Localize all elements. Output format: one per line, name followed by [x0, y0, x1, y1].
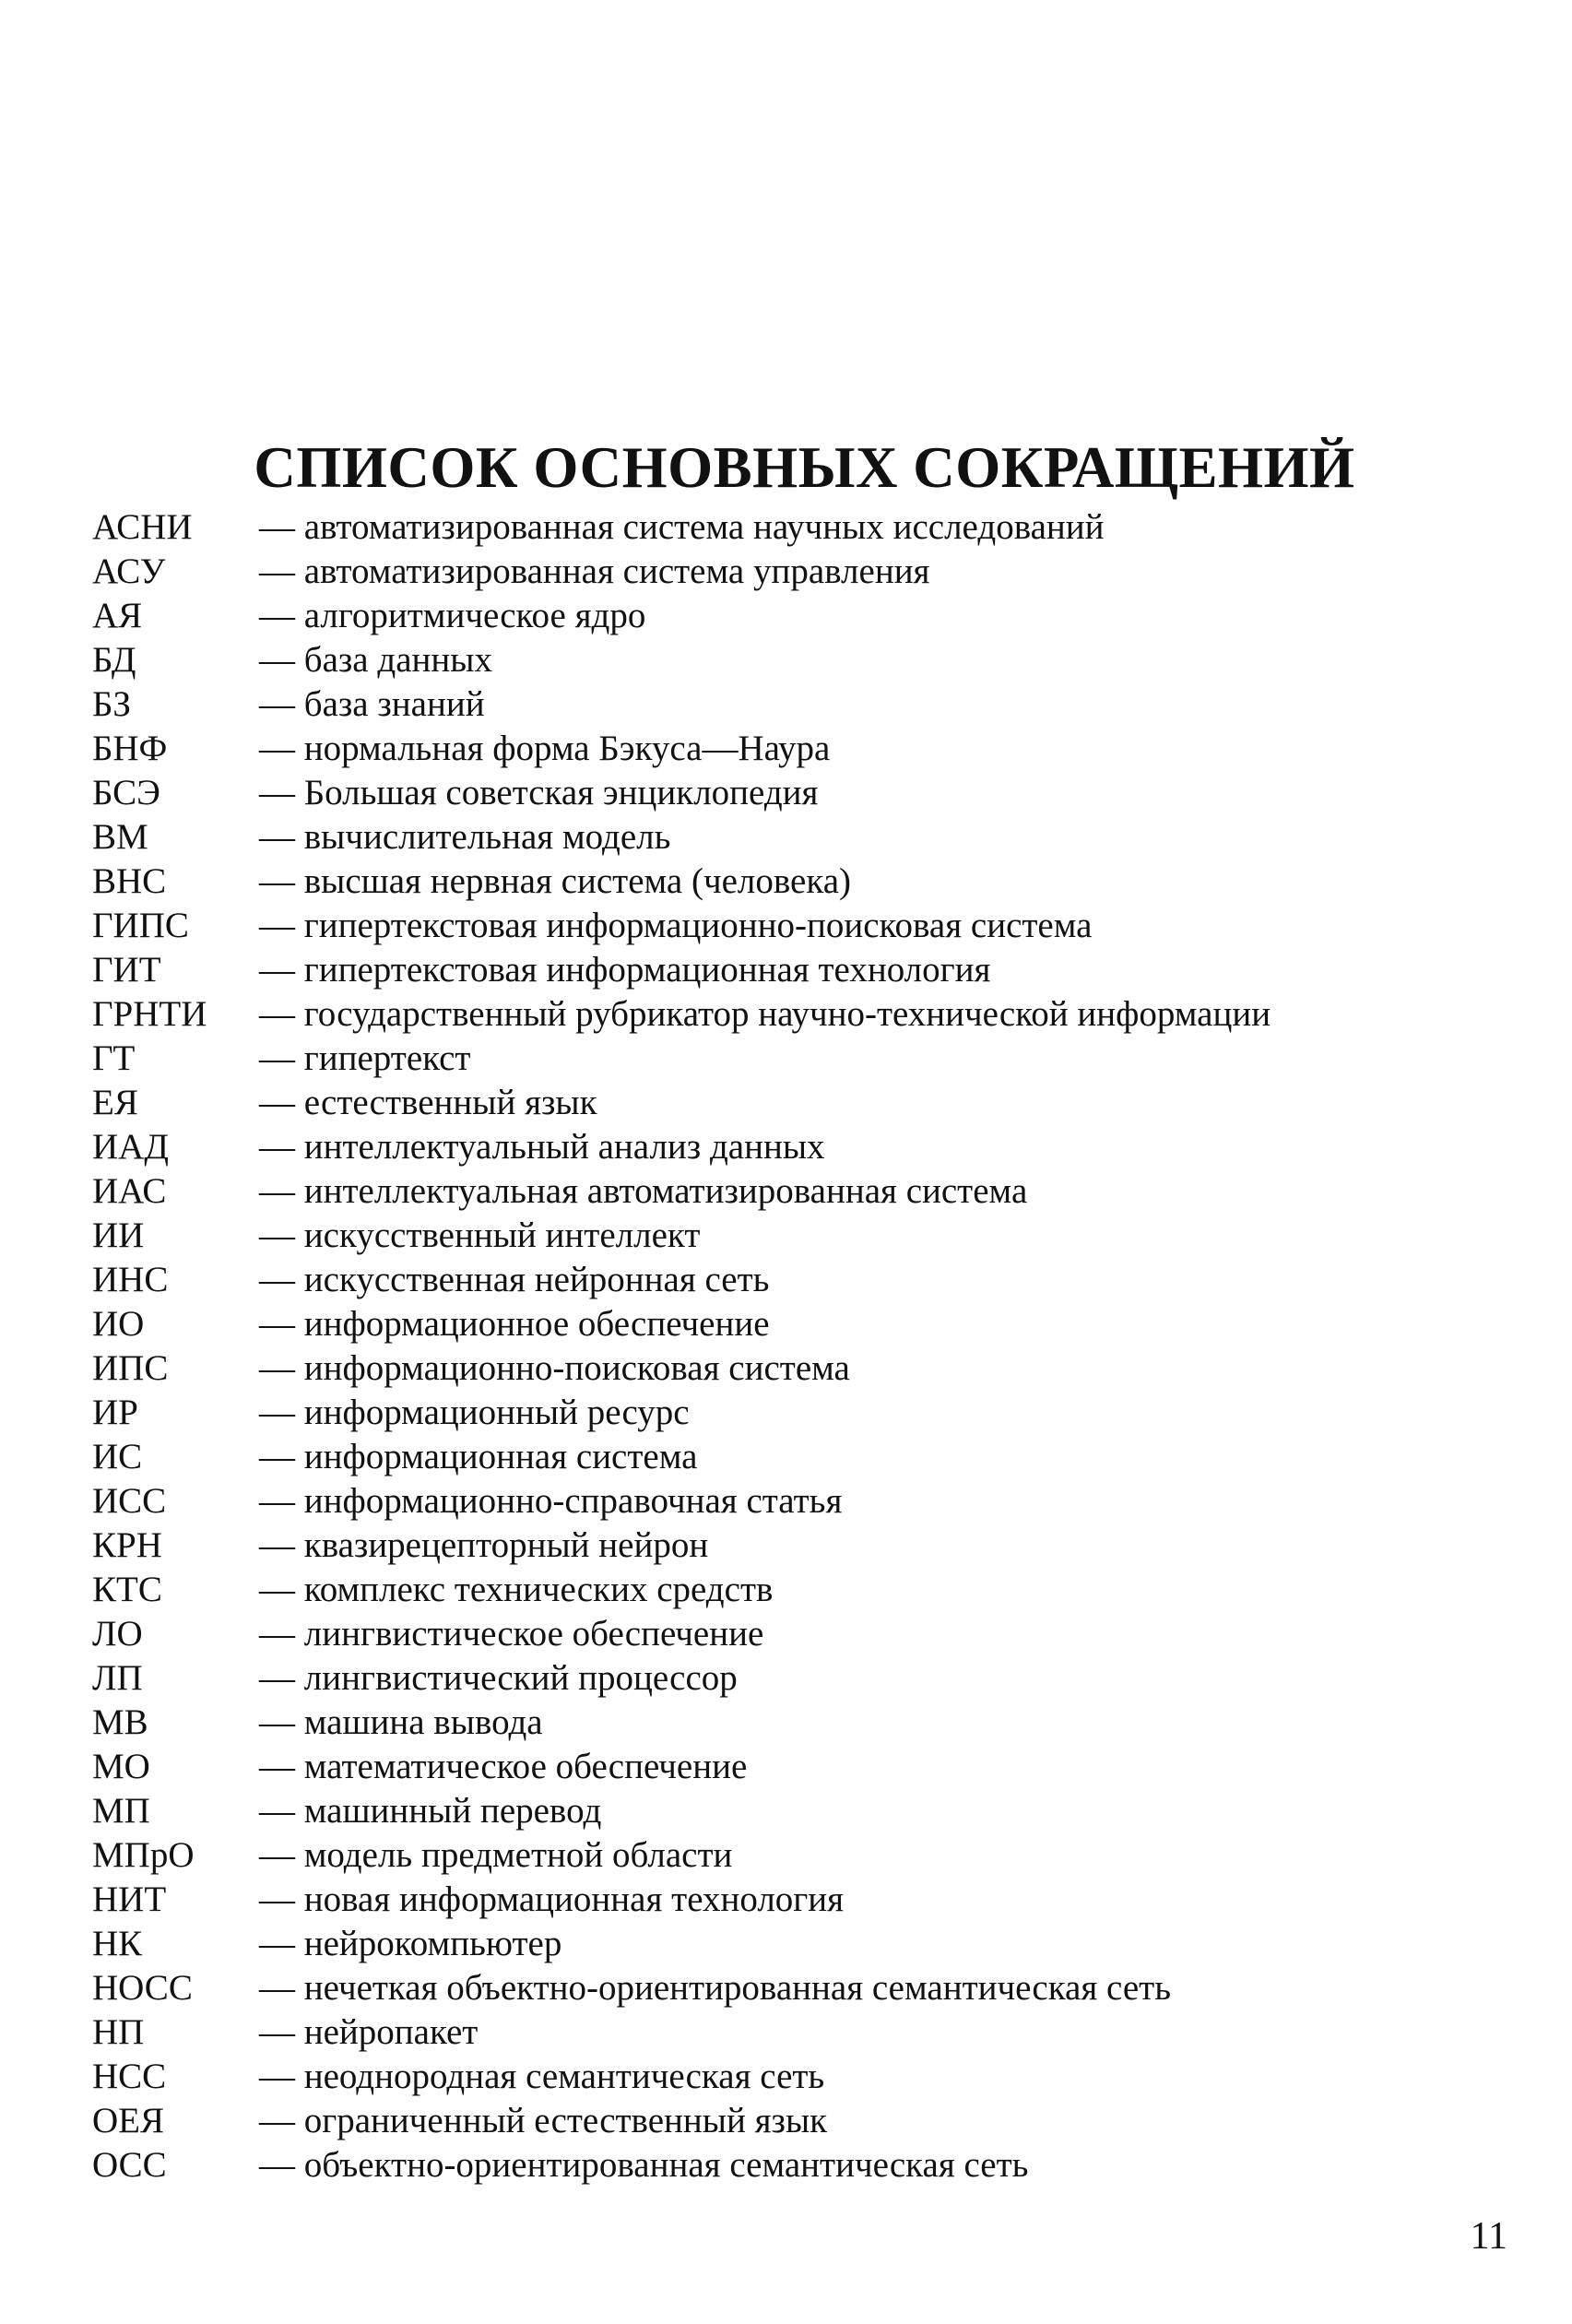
abbreviation-definition: — нечеткая объектно-ориентированная семантическая сеть	[259, 1968, 1171, 2008]
abbreviation-definition: — Большая советская энциклопедия	[259, 773, 819, 812]
abbreviation-definition: — комплекс технических средств	[259, 1570, 774, 1609]
abbreviation-definition: — вычислительная модель	[259, 817, 671, 857]
abbreviation-term: ИО	[92, 1304, 145, 1344]
abbreviation-row	[92, 1037, 1531, 1081]
abbreviation-definition: — естественный язык	[259, 1083, 597, 1122]
abbreviation-row	[92, 948, 1531, 992]
abbreviation-row	[92, 1081, 1531, 1125]
abbreviation-definition: — квазирецепторный нейрон	[259, 1525, 709, 1565]
abbreviation-row	[92, 682, 1531, 727]
abbreviation-row	[92, 1701, 1531, 1745]
abbreviation-row	[92, 505, 1531, 550]
abbreviation-definition: — нейрокомпьютер	[259, 1924, 562, 1963]
abbreviation-definition: — нормальная форма Бэкуса—Наура	[259, 729, 831, 768]
abbreviation-definition: — база данных	[259, 640, 492, 680]
abbreviation-row	[92, 2099, 1531, 2143]
abbreviation-row	[92, 1612, 1531, 1656]
abbreviation-row	[92, 550, 1531, 594]
abbreviation-row	[92, 1656, 1531, 1701]
abbreviation-term: АЯ	[92, 596, 143, 635]
abbreviation-term: ВНС	[92, 861, 167, 901]
abbreviation-row	[92, 771, 1531, 815]
abbreviation-definition: — гипертекстовая информационная технология	[259, 950, 991, 990]
abbreviation-definition: — машина вывода	[259, 1702, 543, 1742]
page-number: 11	[1470, 2215, 1507, 2258]
abbreviation-definition: — искусственная нейронная сеть	[259, 1260, 770, 1299]
abbreviation-term: АСУ	[92, 551, 166, 591]
abbreviation-list	[92, 505, 1531, 2188]
abbreviation-term: ЕЯ	[92, 1083, 138, 1122]
abbreviation-definition: — интеллектуальный анализ данных	[259, 1127, 825, 1167]
abbreviation-term: ИР	[92, 1393, 138, 1432]
abbreviation-row	[92, 1479, 1531, 1524]
abbreviation-row	[92, 1391, 1531, 1435]
abbreviation-row	[92, 1214, 1531, 1258]
abbreviation-definition: — высшая нервная система (человека)	[259, 861, 852, 901]
abbreviation-term: БЗ	[92, 684, 131, 724]
abbreviation-row	[92, 904, 1531, 948]
abbreviation-definition: — информационно-справочная статья	[259, 1481, 843, 1521]
abbreviation-definition: — лингвистический процессор	[259, 1658, 738, 1698]
page-title: СПИСОК ОСНОВНЫХ СОКРАЩЕНИЙ	[254, 435, 1355, 501]
abbreviation-definition: — база знаний	[259, 684, 485, 724]
abbreviation-row	[92, 1966, 1531, 2010]
abbreviation-row	[92, 638, 1531, 682]
abbreviation-term: ИАС	[92, 1171, 167, 1211]
abbreviation-row	[92, 1524, 1531, 1568]
abbreviation-term: АСНИ	[92, 507, 193, 547]
abbreviation-definition: — объектно-ориентированная семантическая сеть	[259, 2145, 1029, 2185]
abbreviation-definition: — ограниченный естественный язык	[259, 2101, 828, 2140]
abbreviation-term: ВМ	[92, 817, 148, 857]
abbreviation-definition: — гипертекст	[259, 1038, 471, 1078]
abbreviation-definition: — информационное обеспечение	[259, 1304, 770, 1344]
abbreviation-term: ГИПС	[92, 906, 189, 945]
abbreviation-term: НК	[92, 1924, 143, 1963]
abbreviation-definition: — искусственный интеллект	[259, 1215, 701, 1255]
abbreviation-term: МВ	[92, 1702, 148, 1742]
abbreviation-term: ИСС	[92, 1481, 167, 1521]
abbreviation-term: МПрО	[92, 1835, 195, 1875]
abbreviation-term: МО	[92, 1747, 150, 1786]
abbreviation-row	[92, 860, 1531, 904]
abbreviation-definition: — модель предметной области	[259, 1835, 733, 1875]
abbreviation-term: КТС	[92, 1570, 162, 1609]
abbreviation-term: ЛО	[92, 1614, 143, 1654]
abbreviation-row	[92, 1169, 1531, 1214]
abbreviation-row	[92, 1258, 1531, 1302]
abbreviation-definition: — нейропакет	[259, 2012, 479, 2052]
abbreviation-row	[92, 815, 1531, 860]
abbreviation-row	[92, 992, 1531, 1037]
abbreviation-row	[92, 1789, 1531, 1833]
abbreviation-term: ЛП	[92, 1658, 143, 1698]
abbreviation-definition: — информационная система	[259, 1437, 698, 1476]
abbreviation-definition: — интеллектуальная автоматизированная система	[259, 1171, 1028, 1211]
abbreviation-row	[92, 1922, 1531, 1966]
abbreviation-term: ОСС	[92, 2145, 167, 2185]
abbreviation-term: НСС	[92, 2057, 167, 2096]
abbreviation-term: ИПС	[92, 1348, 169, 1388]
abbreviation-term: БД	[92, 640, 136, 680]
abbreviation-term: ИНС	[92, 1260, 169, 1299]
abbreviation-row	[92, 1346, 1531, 1391]
abbreviation-term: МП	[92, 1791, 150, 1831]
abbreviation-term: ГТ	[92, 1038, 136, 1078]
abbreviation-row	[92, 1833, 1531, 1878]
abbreviation-definition: — лингвистическое обеспечение	[259, 1614, 764, 1654]
abbreviation-row	[92, 2143, 1531, 2188]
abbreviation-row	[92, 2010, 1531, 2055]
abbreviation-term: КРН	[92, 1525, 162, 1565]
abbreviation-definition: — математическое обеспечение	[259, 1747, 748, 1786]
abbreviation-definition: — автоматизированная система научных исследований	[259, 507, 1105, 547]
abbreviation-definition: — информационный ресурс	[259, 1393, 690, 1432]
abbreviation-row	[92, 1745, 1531, 1789]
abbreviation-term: БНФ	[92, 729, 168, 768]
abbreviation-definition: — неоднородная семантическая сеть	[259, 2057, 825, 2096]
abbreviation-definition: — государственный рубрикатор научно-технической информации	[259, 994, 1271, 1034]
abbreviation-row	[92, 2055, 1531, 2099]
abbreviation-definition: — автоматизированная система управления	[259, 551, 930, 591]
abbreviation-term: ИС	[92, 1437, 143, 1476]
abbreviation-row	[92, 1125, 1531, 1169]
abbreviation-row	[92, 594, 1531, 638]
abbreviation-row	[92, 1435, 1531, 1479]
abbreviation-row	[92, 727, 1531, 771]
abbreviation-term: ГИТ	[92, 950, 161, 990]
abbreviation-definition: — информационно-поисковая система	[259, 1348, 850, 1388]
abbreviation-definition: — алгоритмическое ядро	[259, 596, 646, 635]
abbreviation-term: БСЭ	[92, 773, 160, 812]
abbreviation-term: НОСС	[92, 1968, 193, 2008]
abbreviation-term: НП	[92, 2012, 145, 2052]
abbreviation-row	[92, 1302, 1531, 1346]
abbreviation-term: ИИ	[92, 1215, 145, 1255]
abbreviation-row	[92, 1568, 1531, 1612]
abbreviation-definition: — новая информационная технология	[259, 1879, 845, 1919]
abbreviation-row	[92, 1878, 1531, 1922]
abbreviation-definition: — машинный перевод	[259, 1791, 602, 1831]
abbreviation-term: НИТ	[92, 1879, 167, 1919]
abbreviation-term: ГРНТИ	[92, 994, 207, 1034]
abbreviation-term: ИАД	[92, 1127, 169, 1167]
abbreviation-term: ОЕЯ	[92, 2101, 164, 2140]
abbreviation-definition: — гипертекстовая информационно-поисковая система	[259, 906, 1093, 945]
